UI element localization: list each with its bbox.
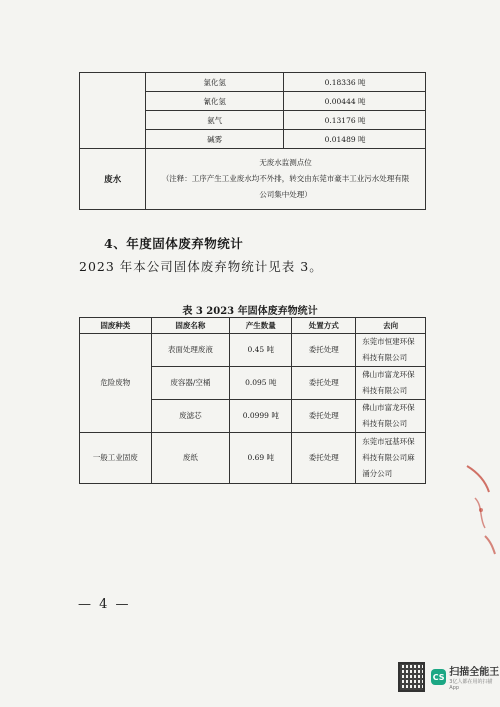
scanner-brand (449, 663, 500, 691)
column-header: 处置方式 (292, 318, 356, 334)
destination-line: 科技有限公司麻 (362, 453, 415, 462)
waste-quantity: 0.69 吨 (230, 433, 292, 484)
empty-category-cell (80, 73, 146, 149)
wastewater-line: 公司集中处理） (259, 190, 312, 199)
camscanner-logo-icon: CS (431, 669, 446, 685)
wastewater-line: （注释：工序产生工业废水均不外排，转交由东莞市豪丰工业污水处理有限 (161, 174, 410, 183)
pollutant-value: 0.13176 吨 (284, 111, 426, 130)
pollutant-name: 碱雾 (146, 130, 284, 149)
disposal-method: 委托处理 (292, 400, 356, 433)
waste-name: 表面处理废液 (151, 334, 230, 367)
pollutant-name: 氯化氢 (146, 73, 284, 92)
column-header: 固废名称 (151, 318, 230, 334)
table-caption: 表 3 2023 年固体废弃物统计 (182, 306, 318, 317)
pollutant-name: 氰化氢 (146, 92, 284, 111)
body-paragraph: 2023 年本公司固体废弃物统计见表 3。 (79, 259, 323, 274)
destination (356, 367, 426, 400)
destination (356, 400, 426, 433)
disposal-method: 委托处理 (292, 433, 356, 484)
wastewater-label: 废水 (80, 149, 146, 210)
column-header: 产生数量 (230, 318, 292, 334)
destination-line: 科技有限公司 (362, 386, 408, 395)
waste-quantity: 0.45 吨 (230, 334, 292, 367)
section-heading: 4、年度固体废弃物统计 (104, 236, 244, 251)
destination-line: 佛山市富龙环保 (362, 370, 415, 379)
waste-name: 废容器/空桶 (151, 367, 230, 400)
table-row (80, 149, 426, 210)
category-cell: 一般工业固废 (80, 433, 152, 484)
waste-name: 废纸 (151, 433, 230, 484)
wastewater-note (146, 149, 426, 210)
scanner-name: 扫描全能王 (449, 667, 500, 678)
destination-line: 科技有限公司 (362, 419, 408, 428)
table-row (80, 433, 426, 484)
wastewater-line: 无废水监测点位 (259, 158, 312, 167)
destination-line: 科技有限公司 (362, 353, 408, 362)
destination-line: 东莞市冠基环保 (362, 437, 415, 446)
waste-quantity: 0.095 吨 (230, 367, 292, 400)
qr-code-icon (398, 662, 425, 692)
destination (356, 334, 426, 367)
table-row (80, 73, 426, 92)
pollutant-name: 氨气 (146, 111, 284, 130)
scanner-tagline: 3亿人都在用的扫描App (449, 679, 493, 691)
pollutant-value: 0.00444 吨 (284, 92, 426, 111)
pollutant-value: 0.18336 吨 (284, 73, 426, 92)
category-cell: 危险废物 (80, 334, 152, 433)
destination (356, 433, 426, 484)
table-header-row (80, 318, 426, 334)
disposal-method: 委托处理 (292, 367, 356, 400)
red-seal-stamp-fragment (455, 458, 500, 558)
pollutant-value: 0.01489 吨 (284, 130, 426, 149)
page-number: — 4 — (78, 597, 131, 612)
destination-line: 佛山市富龙环保 (362, 403, 415, 412)
column-header: 固废种类 (80, 318, 152, 334)
table-row (80, 334, 426, 367)
column-header: 去向 (356, 318, 426, 334)
emissions-table (79, 72, 426, 210)
solid-waste-table (79, 317, 426, 484)
disposal-method: 委托处理 (292, 334, 356, 367)
destination-line: 东莞市恒建环保 (362, 337, 415, 346)
waste-quantity: 0.0999 吨 (230, 400, 292, 433)
scanner-watermark (398, 662, 500, 692)
waste-name: 废滤芯 (151, 400, 230, 433)
destination-line: 涌分公司 (362, 469, 393, 478)
